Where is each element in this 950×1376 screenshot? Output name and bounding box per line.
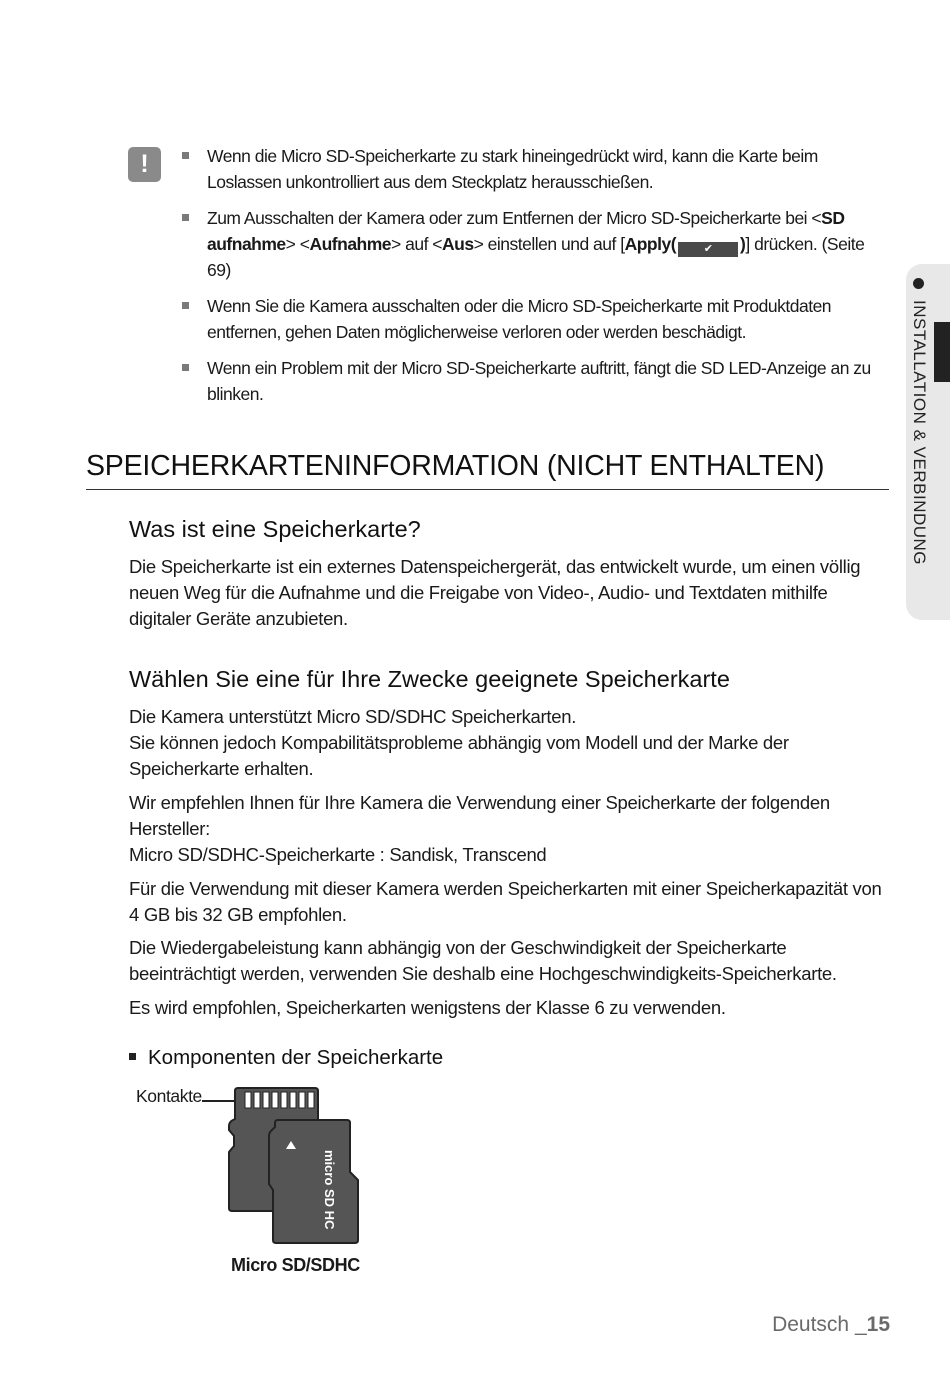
note-text-part: > einstellen und auf [ [473,234,625,254]
paragraph-what-is: Die Speicherkarte ist ein externes Datenspeichergerät, das entwickelt wurde, um einen völlig neuen Weg für die Aufnahme und die Freigabe von Video-, Audio- und Textdaten mithilfe digitaler Geräte anzubieten. [129,556,861,629]
menu-term-aus: Aus [442,234,474,254]
card-caption: Micro SD/SDHC [231,1255,360,1275]
paragraph: Es wird empfohlen, Speicherkarten wenigstens der Klasse 6 zu verwenden. [129,997,726,1018]
menu-term-aufnahme: Aufnahme [309,234,392,254]
contacts-label: Kontakte [136,1086,202,1106]
notes-list [182,143,887,417]
bullet-square-icon [182,214,189,221]
note-text-part: Zum Ausschalten der Kamera oder zum Entfernen der Micro SD-Speicherkarte bei < [207,208,822,228]
note-item [182,143,887,195]
note-text: Wenn die Micro SD-Speicherkarte zu stark hineingedrückt wird, kann die Karte beim Loslassen unkontrolliert aus dem Steckplatz herausschießen. [207,146,818,192]
subtitle-what-is: Was ist eine Speicherkarte? [129,516,421,542]
note-text-part: ] drücken. (Seite 69) [207,234,865,280]
note-item [182,355,887,407]
paragraph: Die Wiedergabeleistung kann abhängig von der Geschwindigkeit der Speicherkarte beeinträchtigt werden, verwenden Sie deshalb eine Hochgeschwindigkeits-Speicherkarte. [129,937,837,984]
menu-term-apply-close: ) [740,234,746,254]
page-footer [772,1313,890,1337]
section-title: SPEICHERKARTENINFORMATION (NICHT ENTHALTEN) [86,450,889,490]
paragraph: Wir empfehlen Ihnen für Ihre Kamera die Verwendung einer Speicherkarte der folgenden Hersteller: [129,792,830,839]
paragraph: Sie können jedoch Kompabilitätsprobleme abhängig vom Modell und der Marke der Speicherkarte erhalten. [129,732,789,779]
paragraph: Die Kamera unterstützt Micro SD/SDHC Speicherkarten. [129,706,577,727]
card-front [269,1120,358,1243]
chapter-side-label: INSTALLATION & VERBINDUNG [910,300,929,566]
note-text: Wenn ein Problem mit der Micro SD-Speicherkarte auftritt, fängt die SD LED-Anzeige an zu blinken. [207,358,871,404]
menu-term-apply: Apply( [624,234,677,254]
chapter-dot-icon [913,278,924,289]
apply-button-image: ✔ [678,242,738,257]
exclamation-icon: ! [128,147,161,182]
bullet-square-icon [182,364,189,371]
note-text-part: > auf < [391,234,443,254]
page-number: 15 [866,1313,890,1336]
note-item [182,205,887,283]
note-item [182,293,887,345]
micro-sd-card-illustration [200,1080,370,1255]
note-text: Wenn Sie die Kamera ausschalten oder die Micro SD-Speicherkarte mit Produktdaten entfernen, gehen Daten möglicherweise verloren oder werden beschädigt. [207,296,832,342]
bullet-square-icon [182,302,189,309]
bullet-square-icon [129,1053,136,1060]
footer-language: Deutsch _ [772,1313,867,1336]
note-text-part: > < [285,234,310,254]
paragraph: Micro SD/SDHC-Speicherkarte : Sandisk, Transcend [129,844,547,865]
menu-term-sd-aufnahme: SD aufnahme [207,208,845,254]
chapter-marker-bar [934,322,950,382]
components-heading: Komponenten der Speicherkarte [129,1046,443,1070]
subtitle-choose: Wählen Sie eine für Ihre Zwecke geeignete Speicherkarte [129,666,730,692]
paragraph: Für die Verwendung mit dieser Kamera werden Speicherkarten mit einer Speicherkapazität von 4 GB bis 32 GB empfohlen. [129,878,882,925]
bullet-square-icon [182,152,189,159]
card-logo: micro SD HC [322,1150,337,1230]
